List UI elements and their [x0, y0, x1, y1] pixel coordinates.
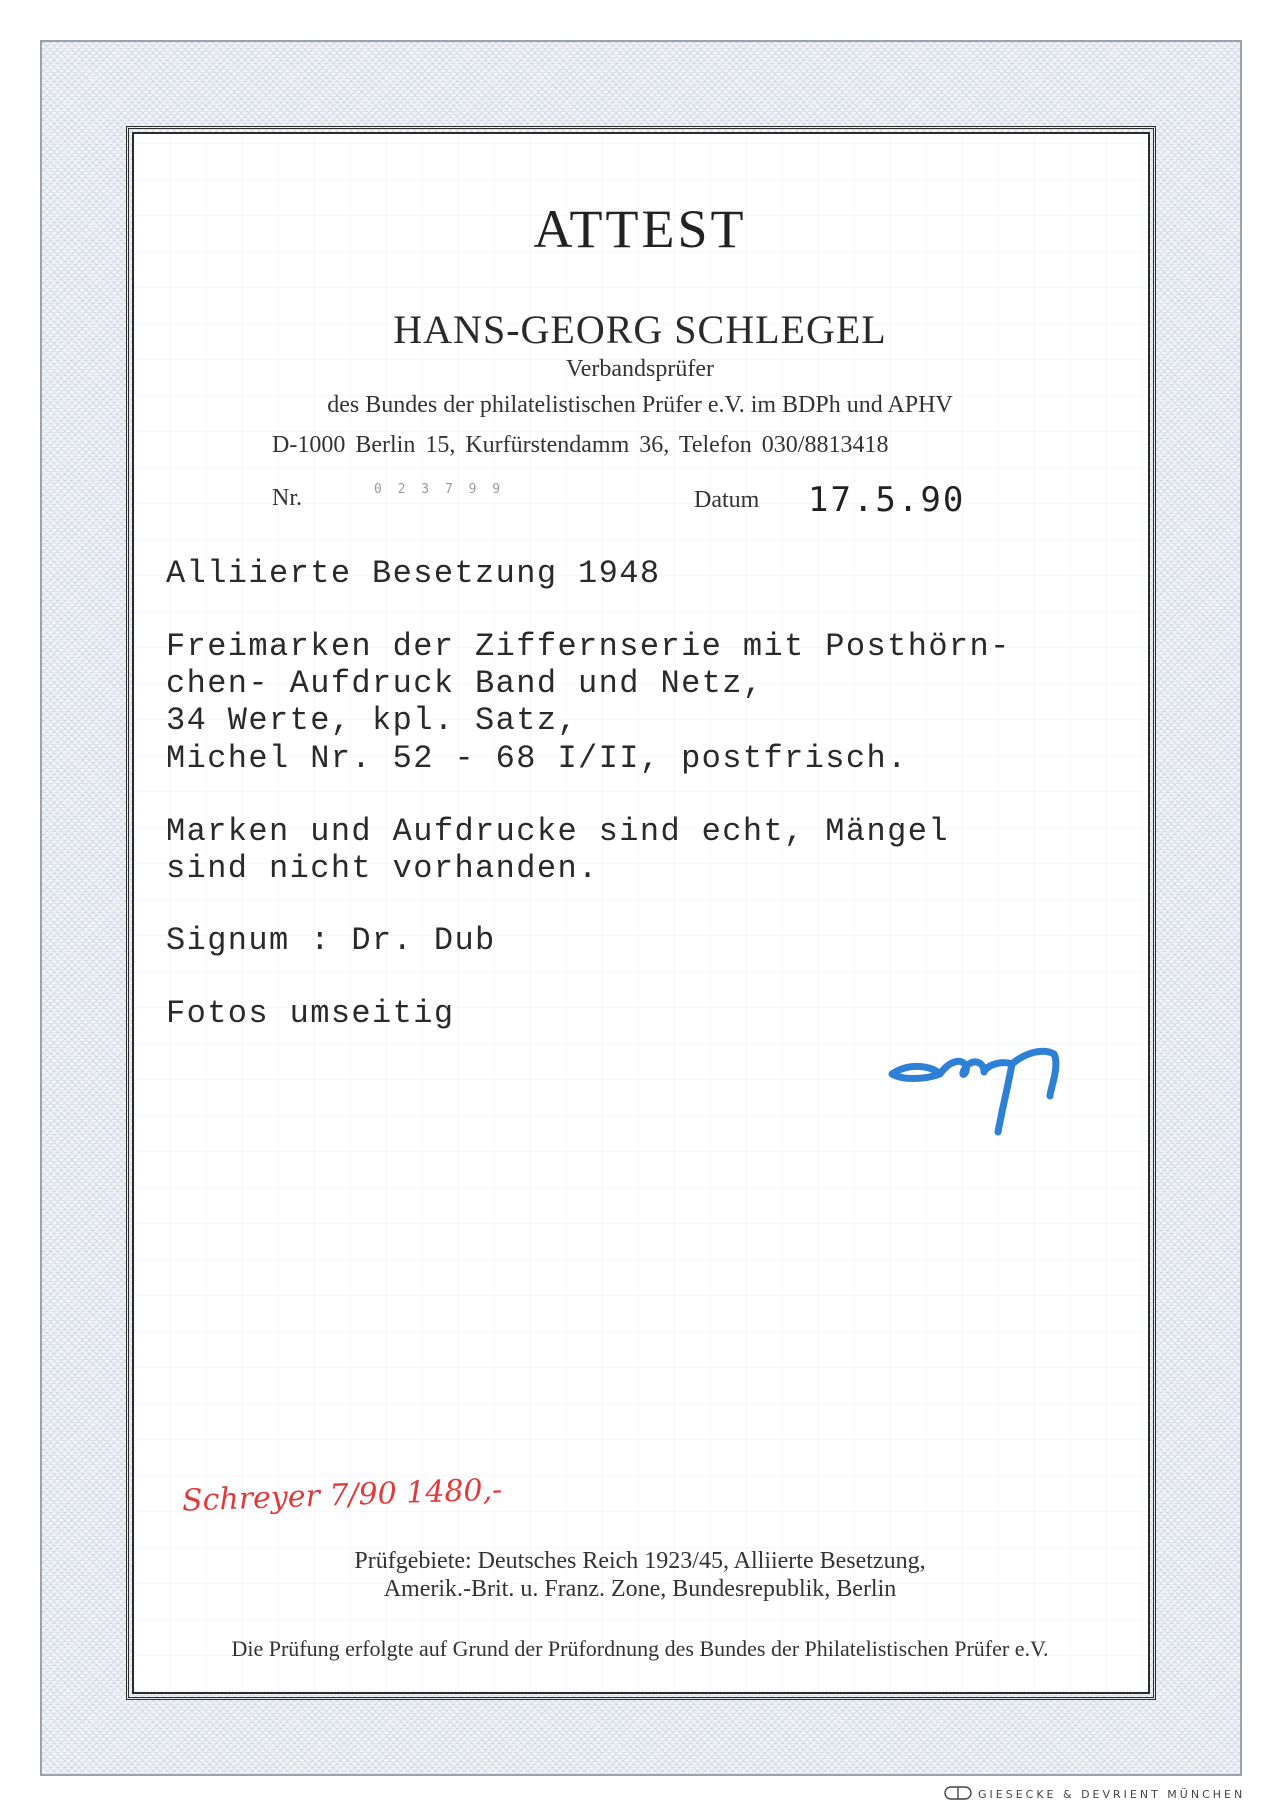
association-line: des Bundes der philatelistischen Prüfer e.V. im BDPh und APHV	[327, 392, 953, 418]
date-label: Datum	[694, 487, 760, 513]
signum-line: Signum : Dr. Dub	[166, 922, 496, 959]
body-line: 34 Werte, kpl. Satz,	[166, 702, 579, 739]
exam-areas-line-1: Prüfgebiete: Deutsches Reich 1923/45, Alliierte Besetzung,	[354, 1548, 926, 1574]
signature-mark	[880, 1040, 1090, 1140]
printer-logo-icon	[944, 1786, 972, 1800]
body-line: sind nicht vorhanden.	[166, 850, 599, 887]
body-line: Marken und Aufdrucke sind echt, Mängel	[166, 813, 949, 850]
number-value: 0 2 3 7 9 9	[374, 482, 505, 497]
body-line: chen- Aufdruck Band und Netz,	[166, 665, 764, 702]
exam-areas-line-2: Amerik.-Brit. u. Franz. Zone, Bundesrepublik, Berlin	[383, 1576, 897, 1602]
printer-imprint: GIESECKE & DEVRIENT MÜNCHEN	[978, 1788, 1246, 1801]
examiner-name: HANS-GEORG SCHLEGEL	[393, 307, 887, 352]
examiner-role: Verbandsprüfer	[566, 356, 714, 382]
body-line: Freimarken der Ziffernserie mit Posthörn-	[166, 628, 1011, 665]
photos-note: Fotos umseitig	[166, 995, 455, 1032]
certificate-title: ATTEST	[533, 199, 747, 259]
address-line: D-1000 Berlin 15, Kurfürstendamm 36, Telefon 030/8813418	[272, 432, 889, 458]
number-label: Nr.	[272, 485, 302, 511]
exam-regulation-note: Die Prüfung erfolgte auf Grund der Prüfordnung des Bundes der Philatelistischen Prüfer e.V.	[231, 1636, 1049, 1661]
date-value: 17.5.90	[808, 480, 966, 520]
body-line: Michel Nr. 52 - 68 I/II, postfrisch.	[166, 740, 908, 777]
body-line: Alliierte Besetzung 1948	[166, 555, 661, 592]
handwritten-note: Schreyer 7/90 1480,-	[181, 1472, 503, 1519]
